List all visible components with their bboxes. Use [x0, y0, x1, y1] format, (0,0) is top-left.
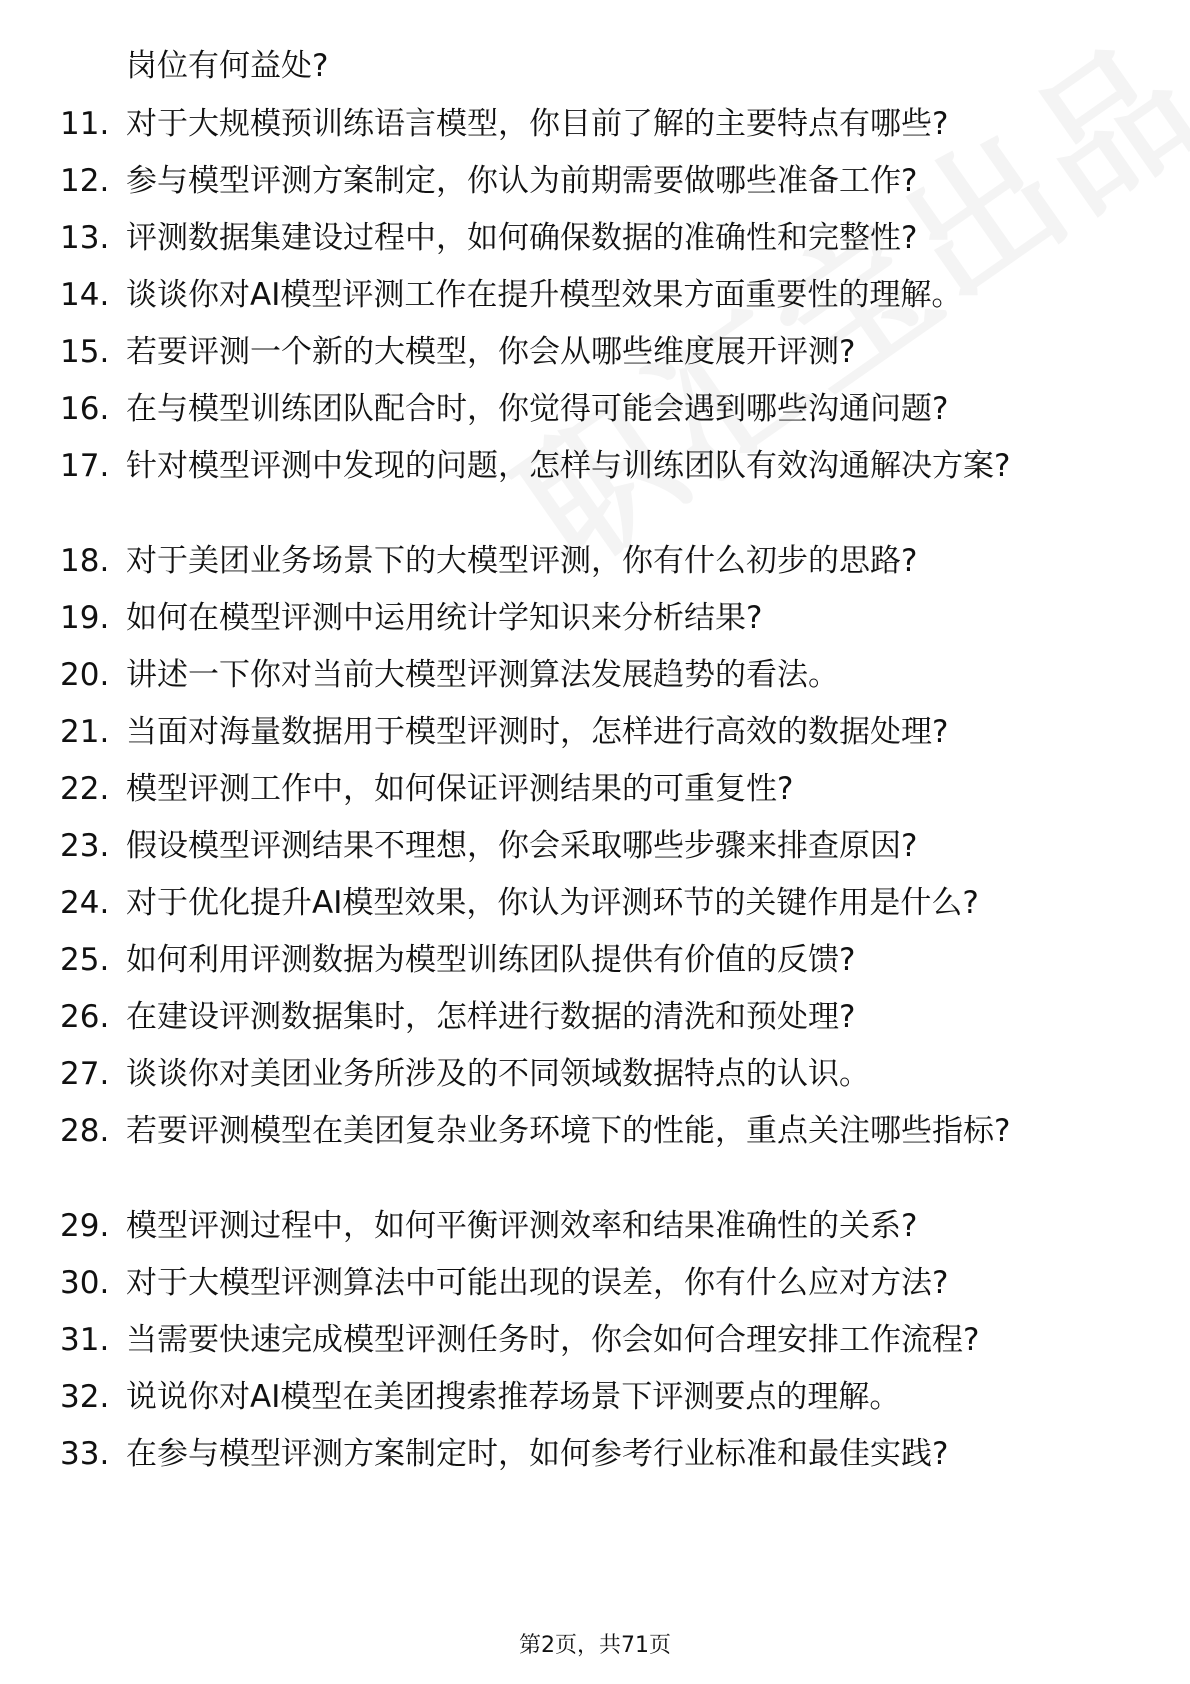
question-item [60, 657, 1140, 694]
question-text: 参与模型评测方案制定，你认为前期需要做哪些准备工作? [126, 163, 918, 199]
question-text: 针对模型评测中发现的问题，怎样与训练团队有效沟通解决方案? [126, 448, 1011, 484]
question-item [60, 1379, 1140, 1416]
question-text: 谈谈你对AI模型评测工作在提升模型效果方面重要性的理解。 [126, 277, 963, 313]
page-footer: 第2页，共71页 [519, 1633, 671, 1658]
question-item [60, 771, 1140, 808]
question-number: 17. [60, 448, 110, 484]
question-number: 24. [60, 885, 110, 921]
question-item [60, 391, 1140, 428]
question-item [60, 1265, 1140, 1302]
question-item [60, 543, 1140, 580]
question-text: 如何利用评测数据为模型训练团队提供有价值的反馈? [126, 942, 856, 978]
question-number: 29. [60, 1208, 110, 1244]
question-number: 25. [60, 942, 110, 978]
question-number: 28. [60, 1113, 110, 1149]
question-item [60, 1208, 1140, 1245]
question-number: 18. [60, 543, 110, 579]
question-text: 模型评测过程中，如何平衡评测效率和结果准确性的关系? [126, 1208, 918, 1244]
question-number: 16. [60, 391, 110, 427]
question-number: 13. [60, 220, 110, 256]
question-text: 在与模型训练团队配合时，你觉得可能会遇到哪些沟通问题? [126, 391, 949, 427]
question-item [60, 714, 1140, 751]
question-number: 19. [60, 600, 110, 636]
question-item [60, 334, 1140, 371]
question-number: 22. [60, 771, 110, 807]
question-item [60, 1322, 1140, 1359]
question-item [60, 1436, 1140, 1473]
question-number: 32. [60, 1379, 110, 1415]
question-text: 对于美团业务场景下的大模型评测，你有什么初步的思路? [126, 543, 918, 579]
question-number: 11. [60, 106, 110, 142]
question-number: 23. [60, 828, 110, 864]
question-continuation-text: 岗位有何益处? [126, 48, 329, 84]
question-item [60, 942, 1140, 979]
question-item [60, 885, 1140, 922]
question-number: 20. [60, 657, 110, 693]
question-item [60, 106, 1140, 143]
question-number: 21. [60, 714, 110, 750]
question-item [60, 999, 1140, 1036]
question-number: 31. [60, 1322, 110, 1358]
question-text: 当面对海量数据用于模型评测时，怎样进行高效的数据处理? [126, 714, 949, 750]
question-text: 当需要快速完成模型评测任务时，你会如何合理安排工作流程? [126, 1322, 980, 1358]
question-text: 谈谈你对美团业务所涉及的不同领域数据特点的认识。 [126, 1056, 870, 1092]
question-number: 14. [60, 277, 110, 313]
question-continuation [60, 48, 1140, 85]
question-item [60, 1113, 1140, 1150]
question-text: 说说你对AI模型在美团搜索推荐场景下评测要点的理解。 [126, 1379, 901, 1415]
question-text: 对于大规模预训练语言模型，你目前了解的主要特点有哪些? [126, 106, 949, 142]
question-number: 30. [60, 1265, 110, 1301]
question-text: 在参与模型评测方案制定时，如何参考行业标准和最佳实践? [126, 1436, 949, 1472]
question-number: 15. [60, 334, 110, 370]
question-text: 如何在模型评测中运用统计学知识来分析结果? [126, 600, 763, 636]
question-number: 26. [60, 999, 110, 1035]
question-text: 模型评测工作中，如何保证评测结果的可重复性? [126, 771, 794, 807]
question-text: 若要评测模型在美团复杂业务环境下的性能，重点关注哪些指标? [126, 1113, 1011, 1149]
question-text: 假设模型评测结果不理想，你会采取哪些步骤来排查原因? [126, 828, 918, 864]
question-item [60, 220, 1140, 257]
question-item [60, 828, 1140, 865]
question-number: 33. [60, 1436, 110, 1472]
question-number: 12. [60, 163, 110, 199]
question-text: 对于优化提升AI模型效果，你认为评测环节的关键作用是什么? [126, 885, 979, 921]
question-item [60, 277, 1140, 314]
question-text: 在建设评测数据集时，怎样进行数据的清洗和预处理? [126, 999, 856, 1035]
question-item [60, 163, 1140, 200]
question-text: 若要评测一个新的大模型，你会从哪些维度展开评测? [126, 334, 856, 370]
question-text: 评测数据集建设过程中，如何确保数据的准确性和完整性? [126, 220, 918, 256]
question-number: 27. [60, 1056, 110, 1092]
question-item [60, 600, 1140, 637]
question-item [60, 1056, 1140, 1093]
question-item [60, 448, 1140, 485]
question-text: 讲述一下你对当前大模型评测算法发展趋势的看法。 [126, 657, 839, 693]
question-text: 对于大模型评测算法中可能出现的误差，你有什么应对方法? [126, 1265, 949, 1301]
